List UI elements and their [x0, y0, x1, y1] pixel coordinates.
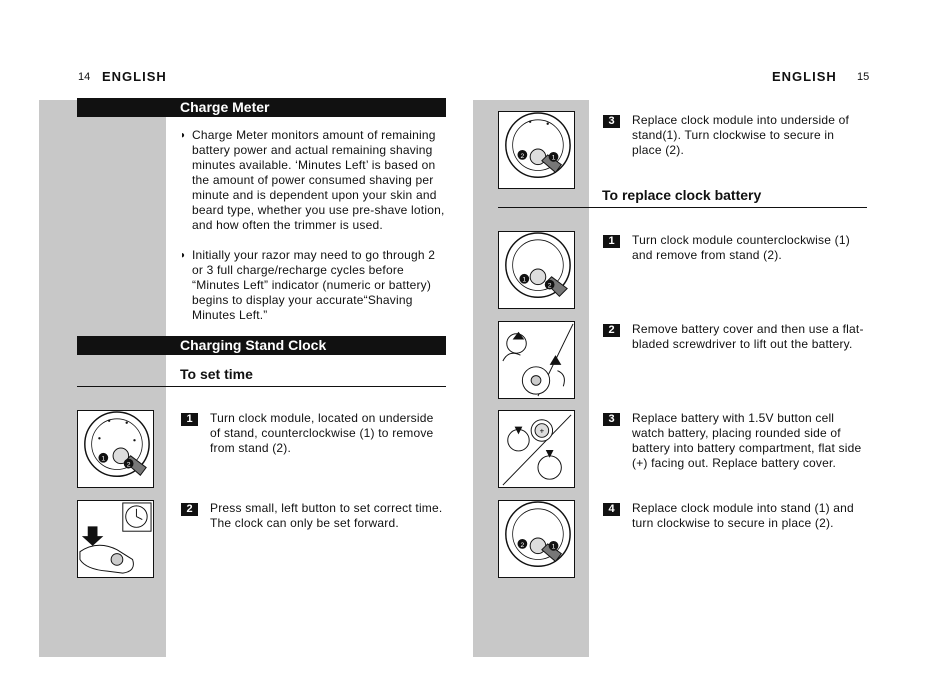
step-number-badge: 2	[603, 324, 620, 337]
set-time-step-2-text: Press small, left button to set correct time. The clock can only be set forward.	[210, 501, 443, 530]
svg-text:+: +	[539, 426, 545, 436]
battery-step-2-text: Remove battery cover and then use a flat- bladed screwdriver to lift out the battery.	[632, 322, 864, 351]
battery-module-replace-illustration	[498, 500, 575, 578]
step-number-badge: 2	[181, 503, 198, 516]
set-time-button-illustration	[77, 500, 154, 578]
bullet-icon: ◗	[180, 130, 187, 141]
replace-battery-rule	[498, 207, 867, 208]
step-number-badge: 1	[181, 413, 198, 426]
battery-cover-removal-illustration	[498, 321, 575, 399]
left-page-number: 14	[78, 71, 91, 83]
svg-text:1: 1	[522, 276, 527, 284]
set-time-step-1-text: Turn clock module, located on underside of stand, counterclockwise (1) to remove from stand (2).	[210, 411, 434, 455]
battery-step-3-text: Replace battery with 1.5V button cell watch battery, placing rounded side of battery into battery compartment, flat side (+) facing out. Replace battery cover.	[632, 411, 862, 470]
battery-step-1-text: Turn clock module counterclockwise (1) and remove from stand (2).	[632, 233, 850, 262]
battery-insert-illustration	[498, 410, 575, 488]
clock-module-replace-illustration	[498, 111, 575, 189]
left-language-label: ENGLISH	[102, 69, 167, 84]
battery-module-removal-illustration	[498, 231, 575, 309]
right-page-number: 15	[857, 71, 870, 83]
set-time-subheading: To set time	[180, 366, 253, 382]
step-number-badge: 4	[603, 503, 620, 516]
replace-battery-subheading: To replace clock battery	[602, 187, 762, 203]
svg-text:2: 2	[520, 541, 525, 549]
svg-text:2: 2	[547, 282, 552, 290]
svg-text:2: 2	[126, 461, 131, 469]
charging-stand-clock-heading: Charging Stand Clock	[77, 336, 446, 355]
battery-step-4-text: Replace clock module into stand (1) and turn clockwise to secure in place (2).	[632, 501, 854, 530]
charge-meter-bullet-1: Charge Meter monitors amount of remaining battery power and actual remaining shaving minutes available. ‘Minutes Left’ is based on the amount of power consumed shaving per minute and is dependent upon your skin and beard type, whether you use pre-shave lotion, and how often the trimmer is used.	[192, 128, 445, 232]
svg-text:1: 1	[551, 154, 556, 162]
step-number-badge: 3	[603, 115, 620, 128]
step-number-badge: 3	[603, 413, 620, 426]
svg-text:1: 1	[551, 543, 556, 551]
svg-text:2: 2	[520, 152, 525, 160]
bullet-icon: ◗	[180, 250, 187, 261]
svg-text:1: 1	[101, 455, 106, 463]
charge-meter-heading: Charge Meter	[77, 98, 446, 117]
step-number-badge: 1	[603, 235, 620, 248]
set-time-rule	[77, 386, 446, 387]
replace-module-step-text: Replace clock module into underside of stand(1). Turn clockwise to secure in place (2).	[632, 113, 850, 157]
right-language-label: ENGLISH	[772, 69, 837, 84]
clock-module-removal-illustration	[77, 410, 154, 488]
charge-meter-bullet-2: Initially your razor may need to go through 2 or 3 full charge/recharge cycles before “Minutes Left” indicator (numeric or battery) begins to display your accurate“Shaving Minutes Left.”	[192, 248, 436, 322]
